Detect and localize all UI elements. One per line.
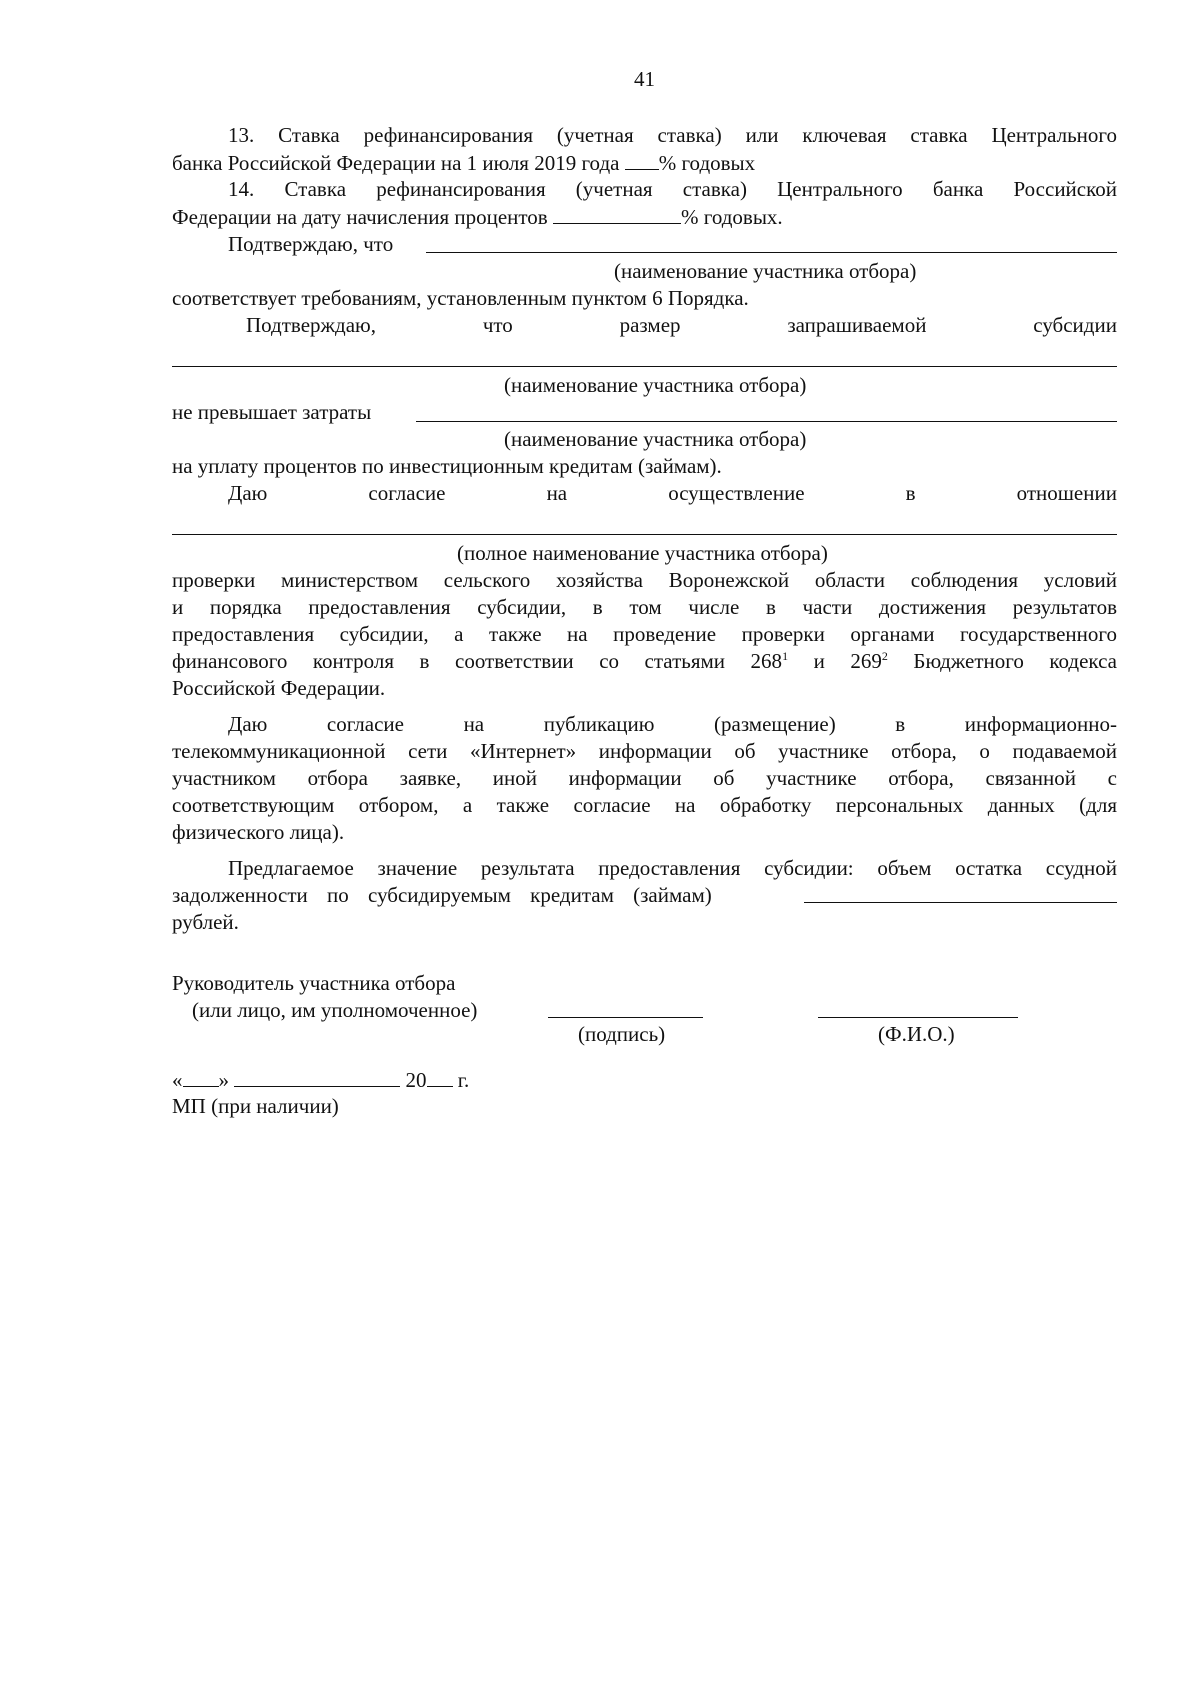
date-line [172, 1066, 469, 1094]
stamp-note: МП (при наличии) [172, 1094, 339, 1118]
consent-1-text-3: предоставления субсидии, а также на проведение проверки органами государственного [172, 622, 1117, 646]
item-14-text: Федерации на дату начисления процентов [172, 205, 548, 229]
rate-blank-13[interactable] [625, 149, 659, 170]
consent-1-text-4 [172, 648, 1117, 675]
confirm-2-tail: на уплату процентов по инвестиционным кредитам (займам). [172, 454, 722, 478]
consent-2-text-5: физического лица). [172, 820, 345, 844]
result-line-1: Предлагаемое значение результата предоставления субсидии: объем остатка ссудной [228, 856, 1117, 880]
consent-2-line [228, 711, 1117, 738]
page-number: 41 [634, 67, 655, 91]
date-year-field[interactable] [427, 1066, 453, 1087]
date-open-quote: « [172, 1068, 183, 1092]
result-line-3: рублей. [172, 910, 239, 934]
confirm-2-word-5: субсидии [1033, 313, 1117, 337]
consent-2-word-1: Даю [228, 712, 268, 736]
date-close-quote: » [218, 1068, 229, 1092]
consent-2-word-5: (размещение) [714, 712, 836, 736]
consent-2-word-6: в [895, 712, 906, 736]
consent-1-text-2: и порядка предоставления субсидии, в том числе в части достижения результатов [172, 595, 1117, 619]
confirm-1-tail: соответствует требованиям, установленным пунктом 6 Порядка. [172, 286, 749, 310]
signature-head-1: Руководитель участника отбора [172, 971, 456, 995]
consent-2-word-4: публикацию [543, 712, 655, 736]
article-269-sup: 2 [881, 649, 888, 663]
signature-caption: (подпись) [578, 1022, 666, 1046]
participant-name-field-2[interactable] [172, 366, 1117, 367]
confirm-1-lead: Подтверждаю, что [228, 232, 394, 256]
item-13-unit: % годовых [658, 151, 756, 175]
participant-full-name-caption: (полное наименование участника отбора) [457, 541, 828, 565]
consent-2-text-2: телекоммуникационной сети «Интернет» информации об участнике отбора, о подаваемой [172, 739, 1117, 763]
participant-name-caption-3: (наименование участника отбора) [504, 427, 807, 451]
confirm-2-word-3: размер [619, 313, 681, 337]
consent-1-word-1: Даю [228, 481, 268, 505]
participant-full-name-field[interactable] [172, 534, 1117, 535]
signature-head-2: (или лицо, им уполномоченное) [192, 998, 478, 1022]
consent-2-word-2: согласие [326, 712, 404, 736]
fio-field[interactable] [818, 1017, 1018, 1018]
confirm-2-word-2: что [482, 313, 513, 337]
consent-1-text-4b: и 269 [788, 649, 882, 673]
item-13-text: банка Российской Федерации на 1 июля 2019 года [172, 151, 620, 175]
participant-name-field-3[interactable] [416, 421, 1117, 422]
consent-1-text-4a: финансового контроля в соответствии со статьями 268 [172, 649, 783, 673]
consent-1-word-4: осуществление [668, 481, 805, 505]
item-14-line-1: 14. Ставка рефинансирования (учетная ставка) Центрального банка Российской [228, 177, 1117, 201]
date-month-field[interactable] [234, 1066, 400, 1087]
signature-field[interactable] [548, 1017, 703, 1018]
item-13-line-1: 13. Ставка рефинансирования (учетная ставка) или ключевая ставка Центрального [228, 123, 1117, 147]
consent-1-text-5: Российской Федерации. [172, 676, 386, 700]
consent-1-line [228, 480, 1117, 507]
confirm-2-word-1: Подтверждаю, [246, 313, 376, 337]
item-13-line-2 [172, 149, 1117, 177]
participant-name-field-1[interactable] [426, 252, 1117, 253]
participant-name-caption-1: (наименование участника отбора) [614, 259, 917, 283]
consent-2-word-7: информационно- [964, 712, 1117, 736]
consent-2-text-4: соответствующим отбором, а также согласие на обработку персональных данных (для [172, 793, 1117, 817]
consent-2-text-3: участником отбора заявке, иной информации об участнике отбора, связанной с [172, 766, 1117, 790]
confirm-2-word-4: запрашиваемой [787, 313, 927, 337]
consent-1-word-3: на [546, 481, 568, 505]
consent-1-word-6: отношении [1016, 481, 1117, 505]
participant-name-caption-2: (наименование участника отбора) [504, 373, 807, 397]
consent-1-word-5: в [905, 481, 916, 505]
consent-1-text-4c: Бюджетного кодекса [887, 649, 1117, 673]
year-prefix: 20 [405, 1068, 427, 1092]
item-14-unit: % годовых. [680, 205, 783, 229]
confirm-2-line [246, 312, 1117, 339]
debt-amount-field[interactable] [804, 902, 1117, 903]
consent-1-text-1: проверки министерством сельского хозяйства Воронежской области соблюдения условий [172, 568, 1117, 592]
result-line-2-text: задолженности по субсидируемым кредитам (займам) [172, 883, 712, 907]
date-day-field[interactable] [183, 1066, 219, 1087]
article-268-sup: 1 [782, 649, 789, 663]
year-suffix: г. [457, 1068, 470, 1092]
consent-2-word-3: на [463, 712, 485, 736]
fio-caption: (Ф.И.О.) [878, 1022, 955, 1046]
costs-lead: не превышает затраты [172, 400, 372, 424]
rate-blank-14[interactable] [553, 203, 681, 224]
consent-1-word-2: согласие [368, 481, 446, 505]
result-line-2 [172, 882, 1117, 909]
item-14-line-2 [172, 203, 1117, 231]
